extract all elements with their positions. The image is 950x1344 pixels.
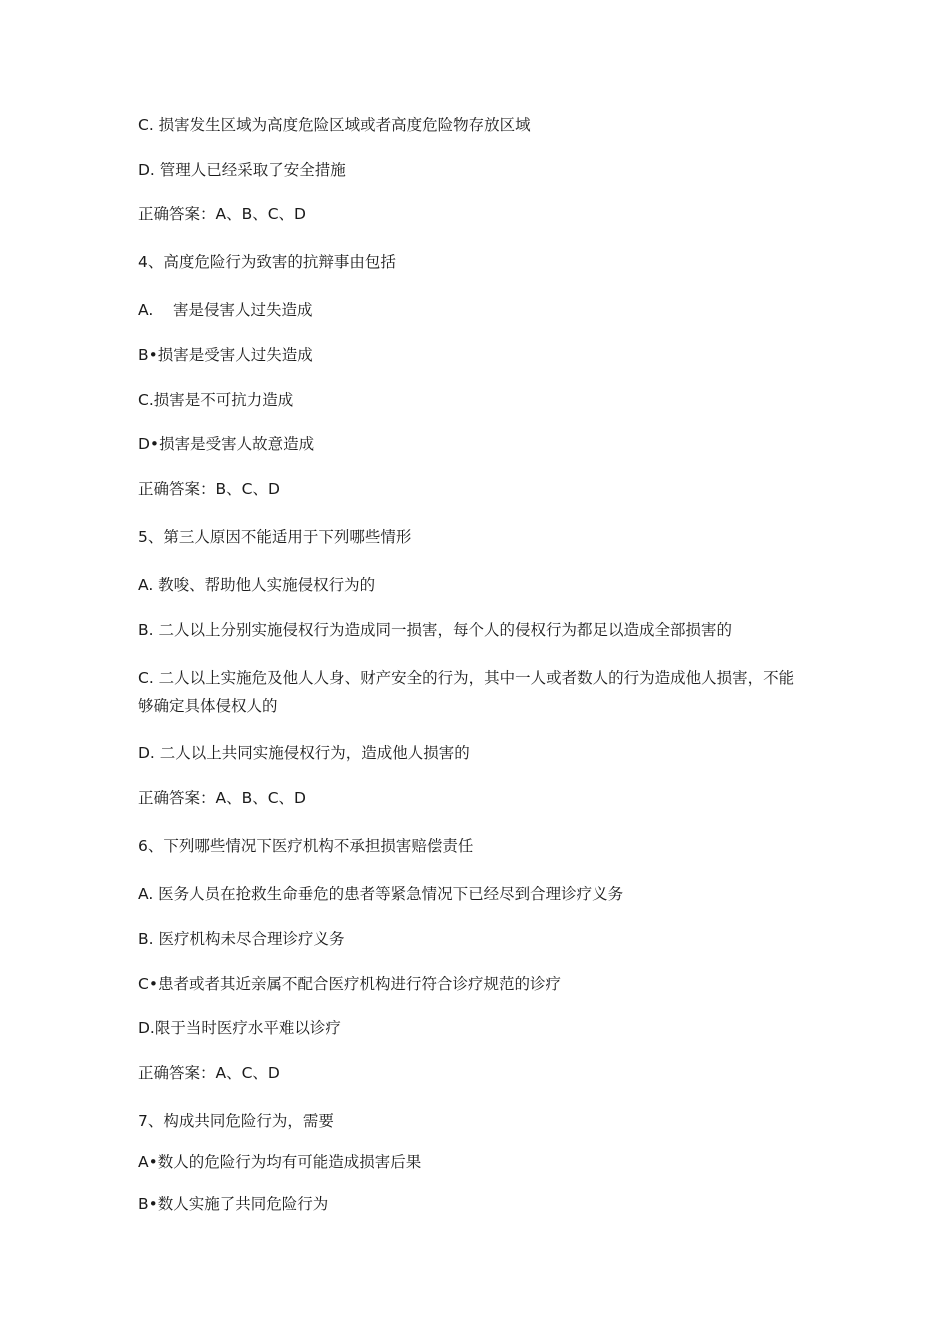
option-a-q7: A•数人的危险行为均有可能造成损害后果 (138, 1153, 422, 1171)
answer-q5: 正确答案：A、B、C、D (138, 789, 306, 807)
option-d-q6: D.限于当时医疗水平难以诊疗 (138, 1019, 341, 1037)
option-b-q5: B. 二人以上分别实施侵权行为造成同一损害，每个人的侵权行为都足以造成全部损害的 (138, 621, 732, 639)
option-c-q4: C.损害是不可抗力造成 (138, 391, 294, 409)
answer-q3: 正确答案：A、B、C、D (138, 205, 306, 223)
option-c-q6: C•患者或者其近亲属不配合医疗机构进行符合诊疗规范的诊疗 (138, 975, 561, 993)
option-b-q4: B•损害是受害人过失造成 (138, 346, 313, 364)
option-d-q5: D. 二人以上共同实施侵权行为，造成他人损害的 (138, 744, 470, 762)
option-a-q4: A. 害是侵害人过失造成 (138, 301, 313, 319)
question-6: 6、下列哪些情况下医疗机构不承担损害赔偿责任 (138, 837, 474, 855)
question-4: 4、高度危险行为致害的抗辩事由包括 (138, 253, 396, 271)
question-5: 5、第三人原因不能适用于下列哪些情形 (138, 528, 412, 546)
option-b-q7: B•数人实施了共同危险行为 (138, 1195, 329, 1213)
option-a-q6: A. 医务人员在抢救生命垂危的患者等紧急情况下已经尽到合理诊疗义务 (138, 885, 624, 903)
option-a-q5: A. 教唆、帮助他人实施侵权行为的 (138, 576, 376, 594)
option-d-q3: D. 管理人已经采取了安全措施 (138, 161, 346, 179)
option-c-q5: C. 二人以上实施危及他人人身、财产安全的行为，其中一人或者数人的行为造成他人损害，不能够确定具体侵权人的 (138, 669, 795, 715)
answer-q4: 正确答案：B、C、D (138, 480, 280, 498)
answer-q6: 正确答案：A、C、D (138, 1064, 280, 1082)
option-d-q4: D•损害是受害人故意造成 (138, 435, 315, 453)
option-b-q6: B. 医疗机构未尽合理诊疗义务 (138, 930, 345, 948)
question-7: 7、构成共同危险行为，需要 (138, 1112, 334, 1130)
option-c-q3: C. 损害发生区域为高度危险区域或者高度危险物存放区域 (138, 116, 531, 134)
